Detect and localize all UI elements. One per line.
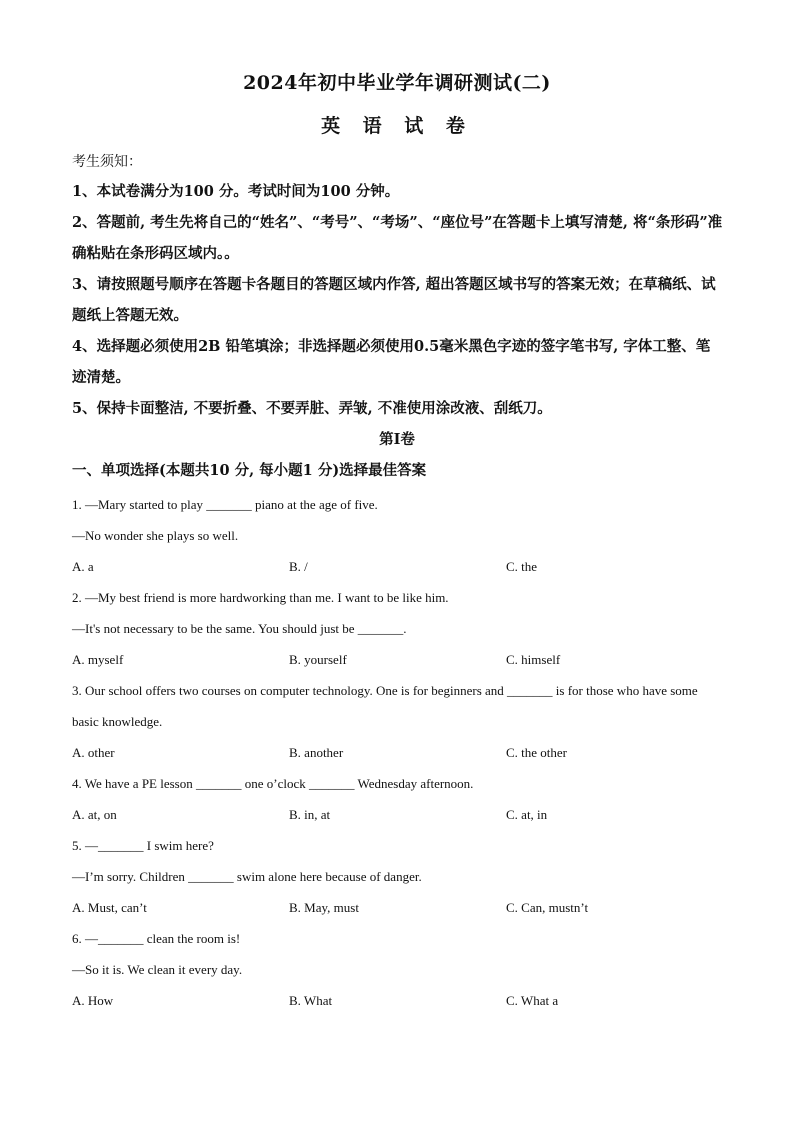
question-2: [72, 582, 727, 675]
question-3: [72, 675, 727, 768]
notice-item-5: 5、保持卡面整洁, 不要折叠、不要弄脏、弄皱, 不准使用涂改液、刮纸刀。: [72, 400, 552, 417]
notice-item-4: 4、选择题必须使用2B 铅笔填涂；非选择题必须使用0.5毫米黑色字迹的签字笔书写, 字体工整、笔迹清楚。: [72, 338, 711, 386]
question-list: [72, 489, 727, 1016]
option-a[interactable]: A. myself: [72, 652, 124, 667]
question-5: [72, 830, 727, 923]
option-a[interactable]: A. at, on: [72, 807, 117, 822]
option-b[interactable]: B. yourself: [289, 652, 347, 667]
exam-subject: 英 语 试 卷: [321, 115, 473, 137]
answer-options: [72, 985, 727, 1016]
question-4: [72, 768, 727, 830]
question-6: [72, 923, 727, 1016]
notice-item-1: 1、本试卷满分为100 分。考试时间为100 分钟。: [72, 183, 400, 200]
answer-options: [72, 737, 727, 768]
notice-heading: 考生须知：: [72, 154, 142, 170]
section-title: 一、单项选择(本题共10 分, 每小题1 分)选择最佳答案: [72, 462, 427, 479]
question-1: [72, 489, 727, 582]
option-c[interactable]: C. What a: [506, 993, 559, 1008]
question-stem: —I’m sorry. Children _______ swim alone here because of danger.: [72, 869, 422, 884]
option-b[interactable]: B. in, at: [289, 807, 331, 822]
answer-options: [72, 799, 727, 830]
question-stem: —No wonder she plays so well.: [72, 528, 239, 543]
question-stem: 2. —My best friend is more hardworking than me. I want to be like him.: [72, 590, 449, 605]
option-c[interactable]: C. himself: [506, 652, 561, 667]
option-b[interactable]: B. /: [289, 559, 308, 574]
exam-title: 2024年初中毕业学年调研测试(二): [243, 72, 551, 94]
part-heading: 第I卷: [379, 431, 415, 448]
option-b[interactable]: B. May, must: [289, 900, 359, 915]
question-stem: —It's not necessary to be the same. You should just be _______.: [72, 621, 407, 636]
option-a[interactable]: A. How: [72, 993, 114, 1008]
question-stem: —So it is. We clean it every day.: [72, 962, 243, 977]
option-a[interactable]: A. other: [72, 745, 115, 760]
option-c[interactable]: C. Can, mustn’t: [506, 900, 589, 915]
notice-item-2: 2、答题前, 考生先将自己的“姓名”、“考号”、“考场”、“座位号”在答题卡上填写清楚, 将“条形码”准确粘贴在条形码区域内。。: [72, 214, 723, 262]
question-stem: 1. —Mary started to play _______ piano at the age of five.: [72, 497, 378, 512]
question-stem: 6. —_______ clean the room is!: [72, 931, 241, 946]
option-b[interactable]: B. What: [289, 993, 333, 1008]
answer-options: [72, 644, 727, 675]
question-stem: 5. —_______ I swim here?: [72, 838, 214, 853]
option-c[interactable]: C. at, in: [506, 807, 548, 822]
option-c[interactable]: C. the other: [506, 745, 568, 760]
answer-options: [72, 551, 727, 582]
option-c[interactable]: C. the: [506, 559, 538, 574]
option-b[interactable]: B. another: [289, 745, 344, 760]
question-stem: 3. Our school offers two courses on computer technology. One is for beginners and _______ is for those who have some basic knowledge.: [72, 683, 698, 729]
option-a[interactable]: A. Must, can’t: [72, 900, 147, 915]
question-stem: 4. We have a PE lesson _______ one o’clock _______ Wednesday afternoon.: [72, 776, 474, 791]
answer-options: [72, 892, 727, 923]
option-a[interactable]: A. a: [72, 559, 94, 574]
notice-item-3: 3、请按照题号顺序在答题卡各题目的答题区域内作答, 超出答题区域书写的答案无效；在草稿纸、试题纸上答题无效。: [72, 276, 716, 324]
